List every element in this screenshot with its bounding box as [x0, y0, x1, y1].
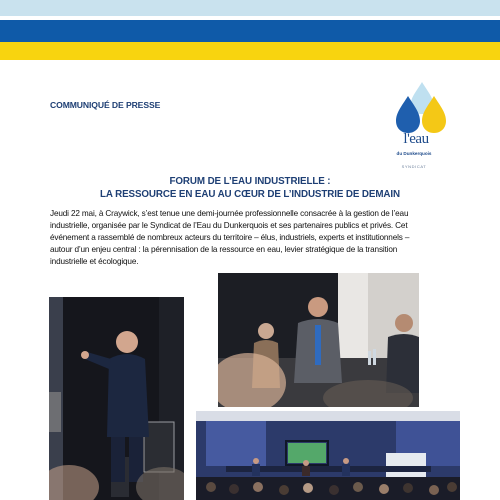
logo-subtitle: du Dunkerquois — [396, 151, 432, 156]
header-band-light-blue — [0, 0, 500, 16]
press-release-label: COMMUNIQUÉ DE PRESSE — [50, 100, 161, 110]
intro-line: industrielle, organisée par le Syndicat de l’Eau du Dunkerquois et ses partenaires publics et privés. Cet — [50, 221, 408, 230]
logo-wordmark: l'eau — [403, 131, 429, 147]
headline-line-1: FORUM DE L’EAU INDUSTRIELLE : — [169, 176, 331, 187]
intro-line: événement a rassemblé de nombreux acteurs du territoire – élus, industriels, experts et institutionnels – — [50, 233, 410, 242]
water-drops-logo-icon — [388, 82, 450, 174]
intro-paragraph — [50, 208, 452, 268]
photo-speaker-on-stage — [49, 297, 184, 500]
header-band-yellow — [0, 42, 500, 60]
header-band-blue — [0, 20, 500, 42]
headline-line-2: LA RESSOURCE EN EAU AU CŒUR DE L’INDUSTRIE DE DEMAIN — [100, 189, 400, 200]
photo-conference-audience — [196, 411, 460, 500]
intro-line: Jeudi 22 mai, à Craywick, s’est tenue une demi-journée professionnelle consacrée à la gestion de l’eau — [50, 209, 409, 218]
photo-panel-discussion — [218, 273, 419, 407]
intro-line: autour d’un enjeu central : la pérennisation de la ressource en eau, levier stratégique de la transition — [50, 245, 398, 254]
intro-line: industrielle et écologique. — [50, 257, 139, 266]
logo-tag: SYNDICAT — [401, 164, 427, 169]
